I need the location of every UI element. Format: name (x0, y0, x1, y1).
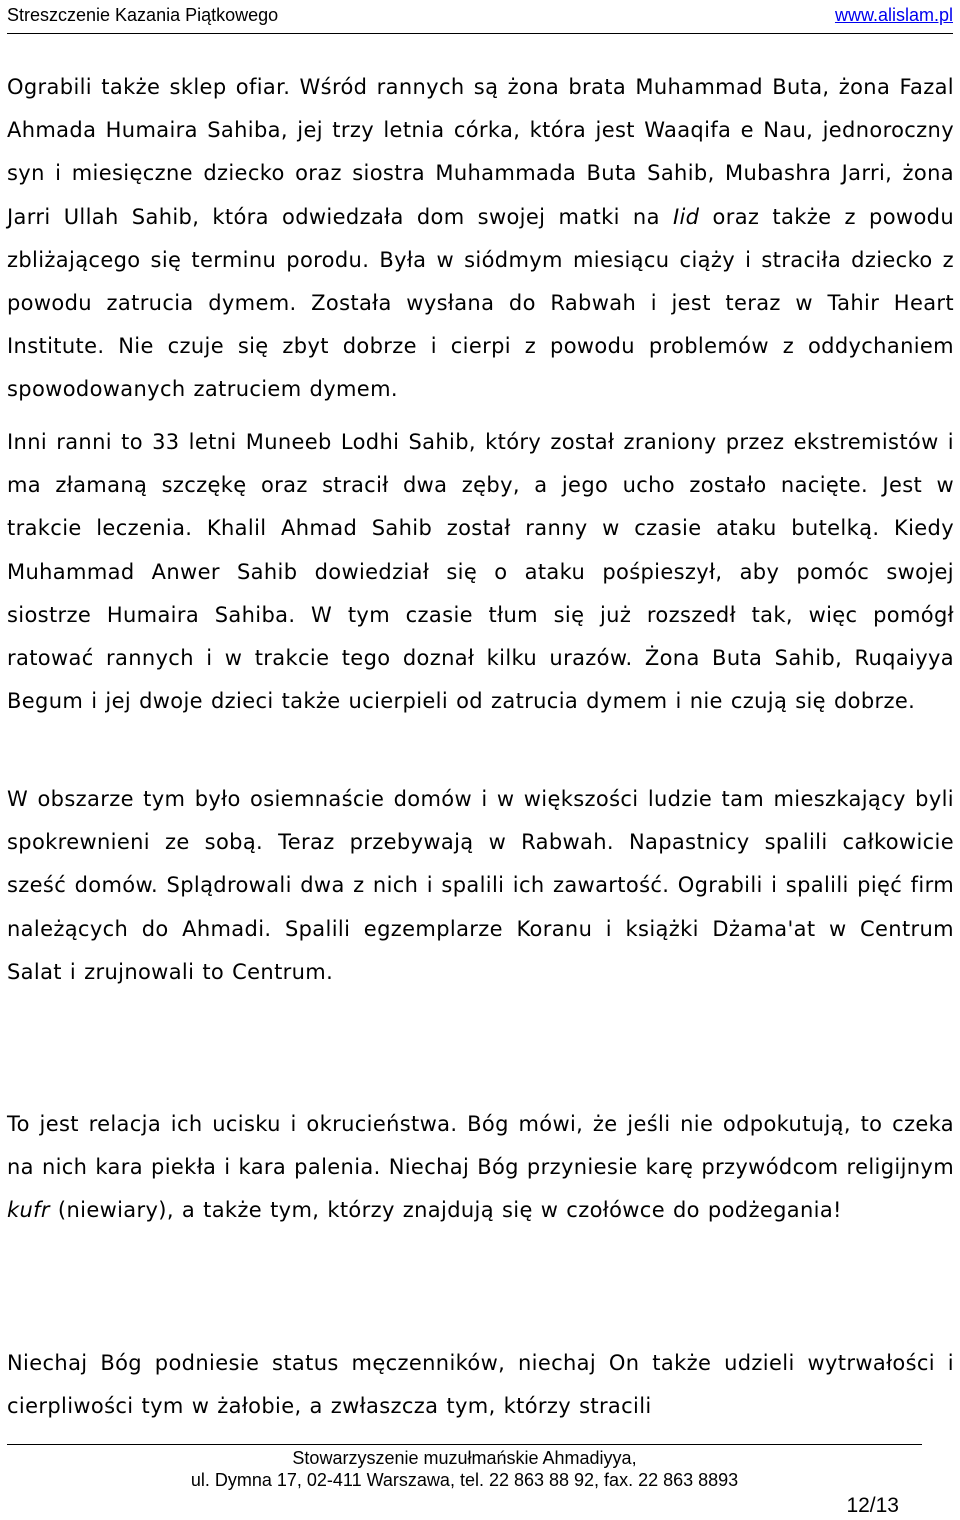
footer-organization: Stowarzyszenie muzułmańskie Ahmadiyya, (292, 1448, 637, 1468)
header-divider (7, 33, 953, 34)
header-site-link[interactable]: www.alislam.pl (834, 5, 953, 25)
paragraph-4: To jest relacja ich ucisku i okrucieństwa. Bóg mówi, że jeśli nie odpokutują, to czeka na nich kara piekła i kara palenia. Niechaj Bóg przyniesie karę przywódcom religijnym kufr (niewiary), a także tym, którzy znajdują się w czołówce do podżegania! (7, 1112, 954, 1223)
paragraph-5: Niechaj Bóg podniesie status męczenników, niechaj On także udzieli wytrwałości i cierpliwości tym w żałobie, a zwłaszcza tym, którzy stracili (7, 1351, 954, 1419)
page-footer (7, 1444, 953, 1520)
italic-term: kufr (7, 1198, 50, 1223)
paragraph-1: Ograbili także sklep ofiar. Wśród rannych są żona brata Muhammad Buta, żona Fazal Ahmada Humaira Sahiba, jej trzy letnia córka, która jest Waaqifa e Nau, jednoroczny syn i miesięczne dziecko oraz siostra Muhammada Buta Sahib, Mubashra Jarri, żona Jarri Ullah Sahib, która odwiedzała dom swojej matki na Iid oraz także z powodu zbliżającego się terminu porodu. Była w siódmym miesiącu ciąży i straciła dziecko z powodu zatrucia dymem. Została wysłana do Rabwah i jest teraz w Tahir Heart Institute. Nie czuje się zbyt dobrze i cierpi z powodu problemów z oddychaniem spowodowanych zatruciem dymem. (7, 75, 954, 402)
header-title: Streszczenie Kazania Piątkowego (7, 5, 279, 25)
paragraph-3: W obszarze tym było osiemnaście domów i w większości ludzie tam mieszkający byli spokrewnieni ze sobą. Teraz przebywają w Rabwah. Napastnicy spalili całkowicie sześć domów. Splądrowali dwa z nich i spalili ich zawartość. Ograbili i spalili pięć firm należących do Ahmadi. Spalili egzemplarze Koranu i książki Dżama'at w Centrum Salat i zrujnowali to Centrum. (7, 787, 954, 984)
footer-divider (7, 1444, 922, 1445)
footer-address: ul. Dymna 17, 02-411 Warszawa, tel. 22 863 88 92, fax. 22 863 8893 (190, 1470, 739, 1490)
page-header (7, 5, 953, 31)
page-number: 12/13 (846, 1494, 899, 1517)
italic-term: Iid (672, 204, 700, 229)
paragraph-2: Inni ranni to 33 letni Muneeb Lodhi Sahib, który został zraniony przez ekstremistów i ma złamaną szczękę oraz stracił dwa zęby, a jego ucho zostało nacięte. Jest w trakcie leczenia. Khalil Ahmad Sahib został ranny w czasie ataku butelką. Kiedy Muhammad Anwer Sahib dowiedział się o ataku pośpieszył, aby pomóc swojej siostrze Humaira Sahiba. W tym czasie tłum się już rozszedł tak, więc pomógł ratować rannych i w trakcie tego doznał kilku urazów. Żona Buta Sahib, Ruqaiyya Begum i jej dwoje dzieci także ucierpieli od zatrucia dymem i nie czują się dobrze. (7, 430, 954, 714)
